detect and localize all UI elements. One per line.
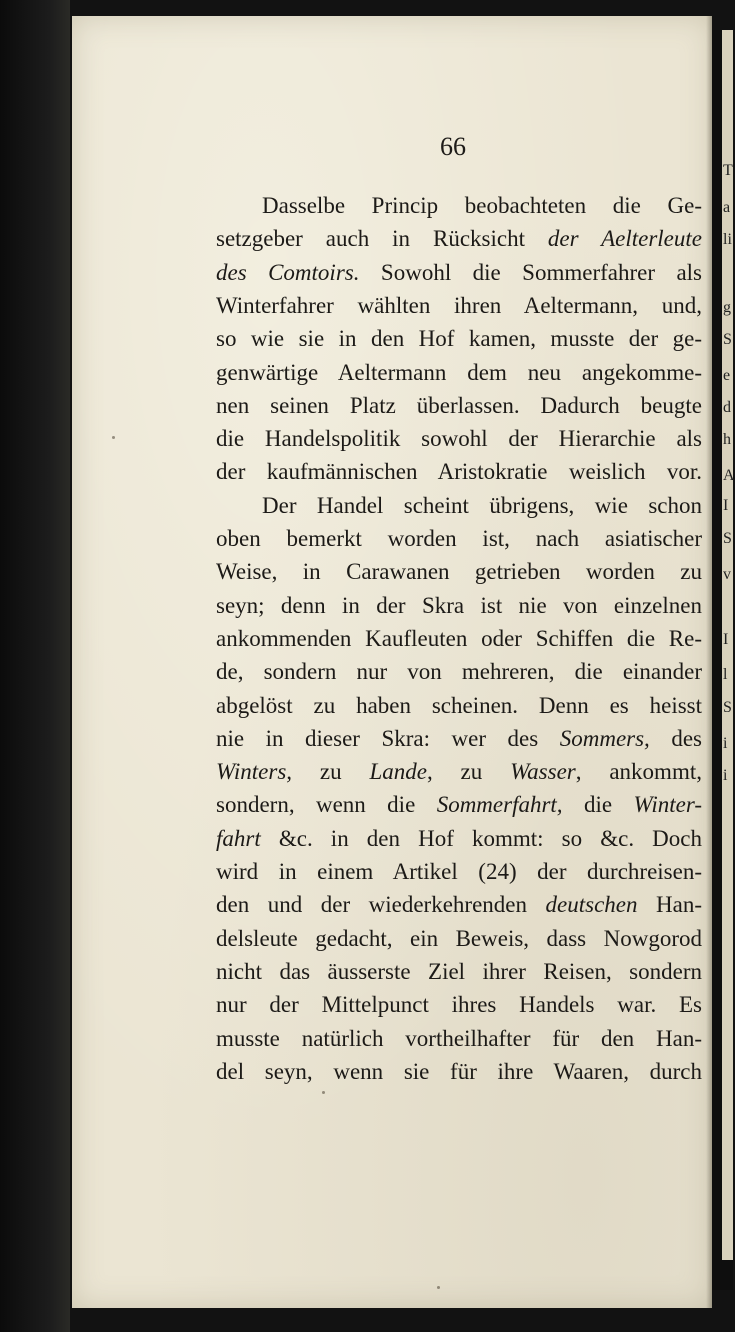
facing-page-letter: l <box>723 666 728 683</box>
facing-page-letter: g <box>723 299 731 316</box>
text-line <box>216 294 702 317</box>
facing-page-letter: S <box>723 331 732 348</box>
italic-run: Winters, <box>216 759 293 784</box>
text-run: zu <box>292 759 370 784</box>
text-run: del seyn, wenn sie für ihre Waaren, durch <box>216 1059 702 1084</box>
text-line <box>216 327 702 350</box>
text-line <box>216 261 702 284</box>
facing-page-letter: li <box>723 231 732 248</box>
text-run: nur der Mittelpunct ihres Handels war. Es <box>216 992 702 1017</box>
text-line <box>262 494 702 517</box>
facing-page-edge <box>722 30 733 1260</box>
italic-run: Sommerfahrt, <box>436 792 563 817</box>
text-run: Der Handel scheint übrigens, wie schon <box>262 493 702 518</box>
text-run: Dasselbe Princip beobachteten die Ge- <box>262 193 702 218</box>
text-line <box>216 627 702 650</box>
text-run: wird in einem Artikel (24) der durchreisen- <box>216 859 702 884</box>
text-run: , ankommt, <box>575 759 702 784</box>
facing-page-letter: v <box>723 566 731 583</box>
facing-page-letter: I <box>723 631 729 648</box>
text-line <box>216 860 702 883</box>
text-run: die <box>562 792 634 817</box>
text-run: nen seinen Platz überlassen. Dadurch beugte <box>216 393 702 418</box>
text-run: des <box>649 726 702 751</box>
text-run: Han- <box>637 892 702 917</box>
text-line <box>262 194 702 217</box>
text-line <box>216 793 702 816</box>
text-run: genwärtige Aeltermann dem neu angekomme- <box>216 360 702 385</box>
text-run: oben bemerkt worden ist, nach asiatischer <box>216 526 702 551</box>
text-line <box>216 660 702 683</box>
facing-page-letter: T <box>723 162 733 179</box>
text-run: der kaufmännischen Aristokratie weislich vor. <box>216 459 702 484</box>
facing-page-letter: i <box>723 767 728 784</box>
facing-page-letter: A <box>723 467 735 484</box>
text-run: Weise, in Carawanen getrieben worden zu <box>216 559 702 584</box>
text-line <box>216 694 702 717</box>
page-number: 66 <box>440 132 466 161</box>
text-line <box>216 960 702 983</box>
italic-run: Wasser <box>510 759 576 784</box>
text-run: nicht das äusserste Ziel ihrer Reisen, sondern <box>216 959 702 984</box>
text-run: sondern, wenn die <box>216 792 437 817</box>
italic-run: Sommers, <box>559 726 650 751</box>
text-run: Sowohl die Sommerfahrer als <box>359 260 702 285</box>
text-run: abgelöst zu haben scheinen. Denn es heisst <box>216 693 702 718</box>
italic-run: der Aelterleute <box>547 226 702 251</box>
text-run: seyn; denn in der Skra ist nie von einzelnen <box>216 593 702 618</box>
text-line <box>216 460 702 483</box>
text-run: so wie sie in den Hof kamen, musste der ge- <box>216 326 702 351</box>
text-line <box>216 594 702 617</box>
text-line <box>216 927 702 950</box>
text-run: den und der wiederkehrenden <box>216 892 546 917</box>
text-run: die Handelspolitik sowohl der Hierarchie als <box>216 426 702 451</box>
text-line <box>216 760 702 783</box>
book-gutter-shadow <box>0 0 70 1332</box>
facing-page-letter: i <box>723 735 728 752</box>
facing-page-letter: I <box>723 497 729 514</box>
text-line <box>216 394 702 417</box>
text-run: de, sondern nur von mehreren, die einander <box>216 659 702 684</box>
facing-page-letter: a <box>723 199 731 216</box>
facing-page-letter: S <box>723 530 732 547</box>
text-line <box>216 1027 702 1050</box>
text-line <box>216 727 702 750</box>
text-run: &c. in den Hof kommt: so &c. Doch <box>260 826 702 851</box>
paper-speck <box>437 1286 440 1289</box>
text-run: ankommenden Kaufleuten oder Schiffen die Re- <box>216 626 702 651</box>
text-run: nie in dieser Skra: wer des <box>216 726 560 751</box>
text-line <box>216 1060 702 1083</box>
text-line <box>216 361 702 384</box>
text-run: setzgeber auch in Rücksicht <box>216 226 548 251</box>
text-run: musste natürlich vortheilhafter für den Han- <box>216 1026 702 1051</box>
facing-page-letter: h <box>723 431 731 448</box>
italic-run: Lande <box>369 759 427 784</box>
facing-page-letter: e <box>723 367 731 384</box>
text-run: Winterfahrer wählten ihren Aeltermann, und, <box>216 293 702 318</box>
text-line <box>216 827 702 850</box>
text-line <box>216 560 702 583</box>
text-line <box>216 893 702 916</box>
text-run: delsleute gedacht, ein Beweis, dass Nowgorod <box>216 926 702 951</box>
italic-run: fahrt <box>216 826 261 851</box>
text-line <box>216 427 702 450</box>
italic-run: des Comtoirs. <box>216 260 360 285</box>
paper-speck <box>112 436 115 439</box>
text-line <box>216 993 702 1016</box>
facing-page-letter: d <box>723 399 731 416</box>
text-line <box>216 227 702 250</box>
text-run: , zu <box>426 759 511 784</box>
facing-page-letter: S <box>723 699 732 716</box>
italic-run: Winter- <box>633 792 702 817</box>
text-line <box>216 527 702 550</box>
italic-run: deutschen <box>545 892 638 917</box>
paper-speck <box>322 1091 325 1094</box>
